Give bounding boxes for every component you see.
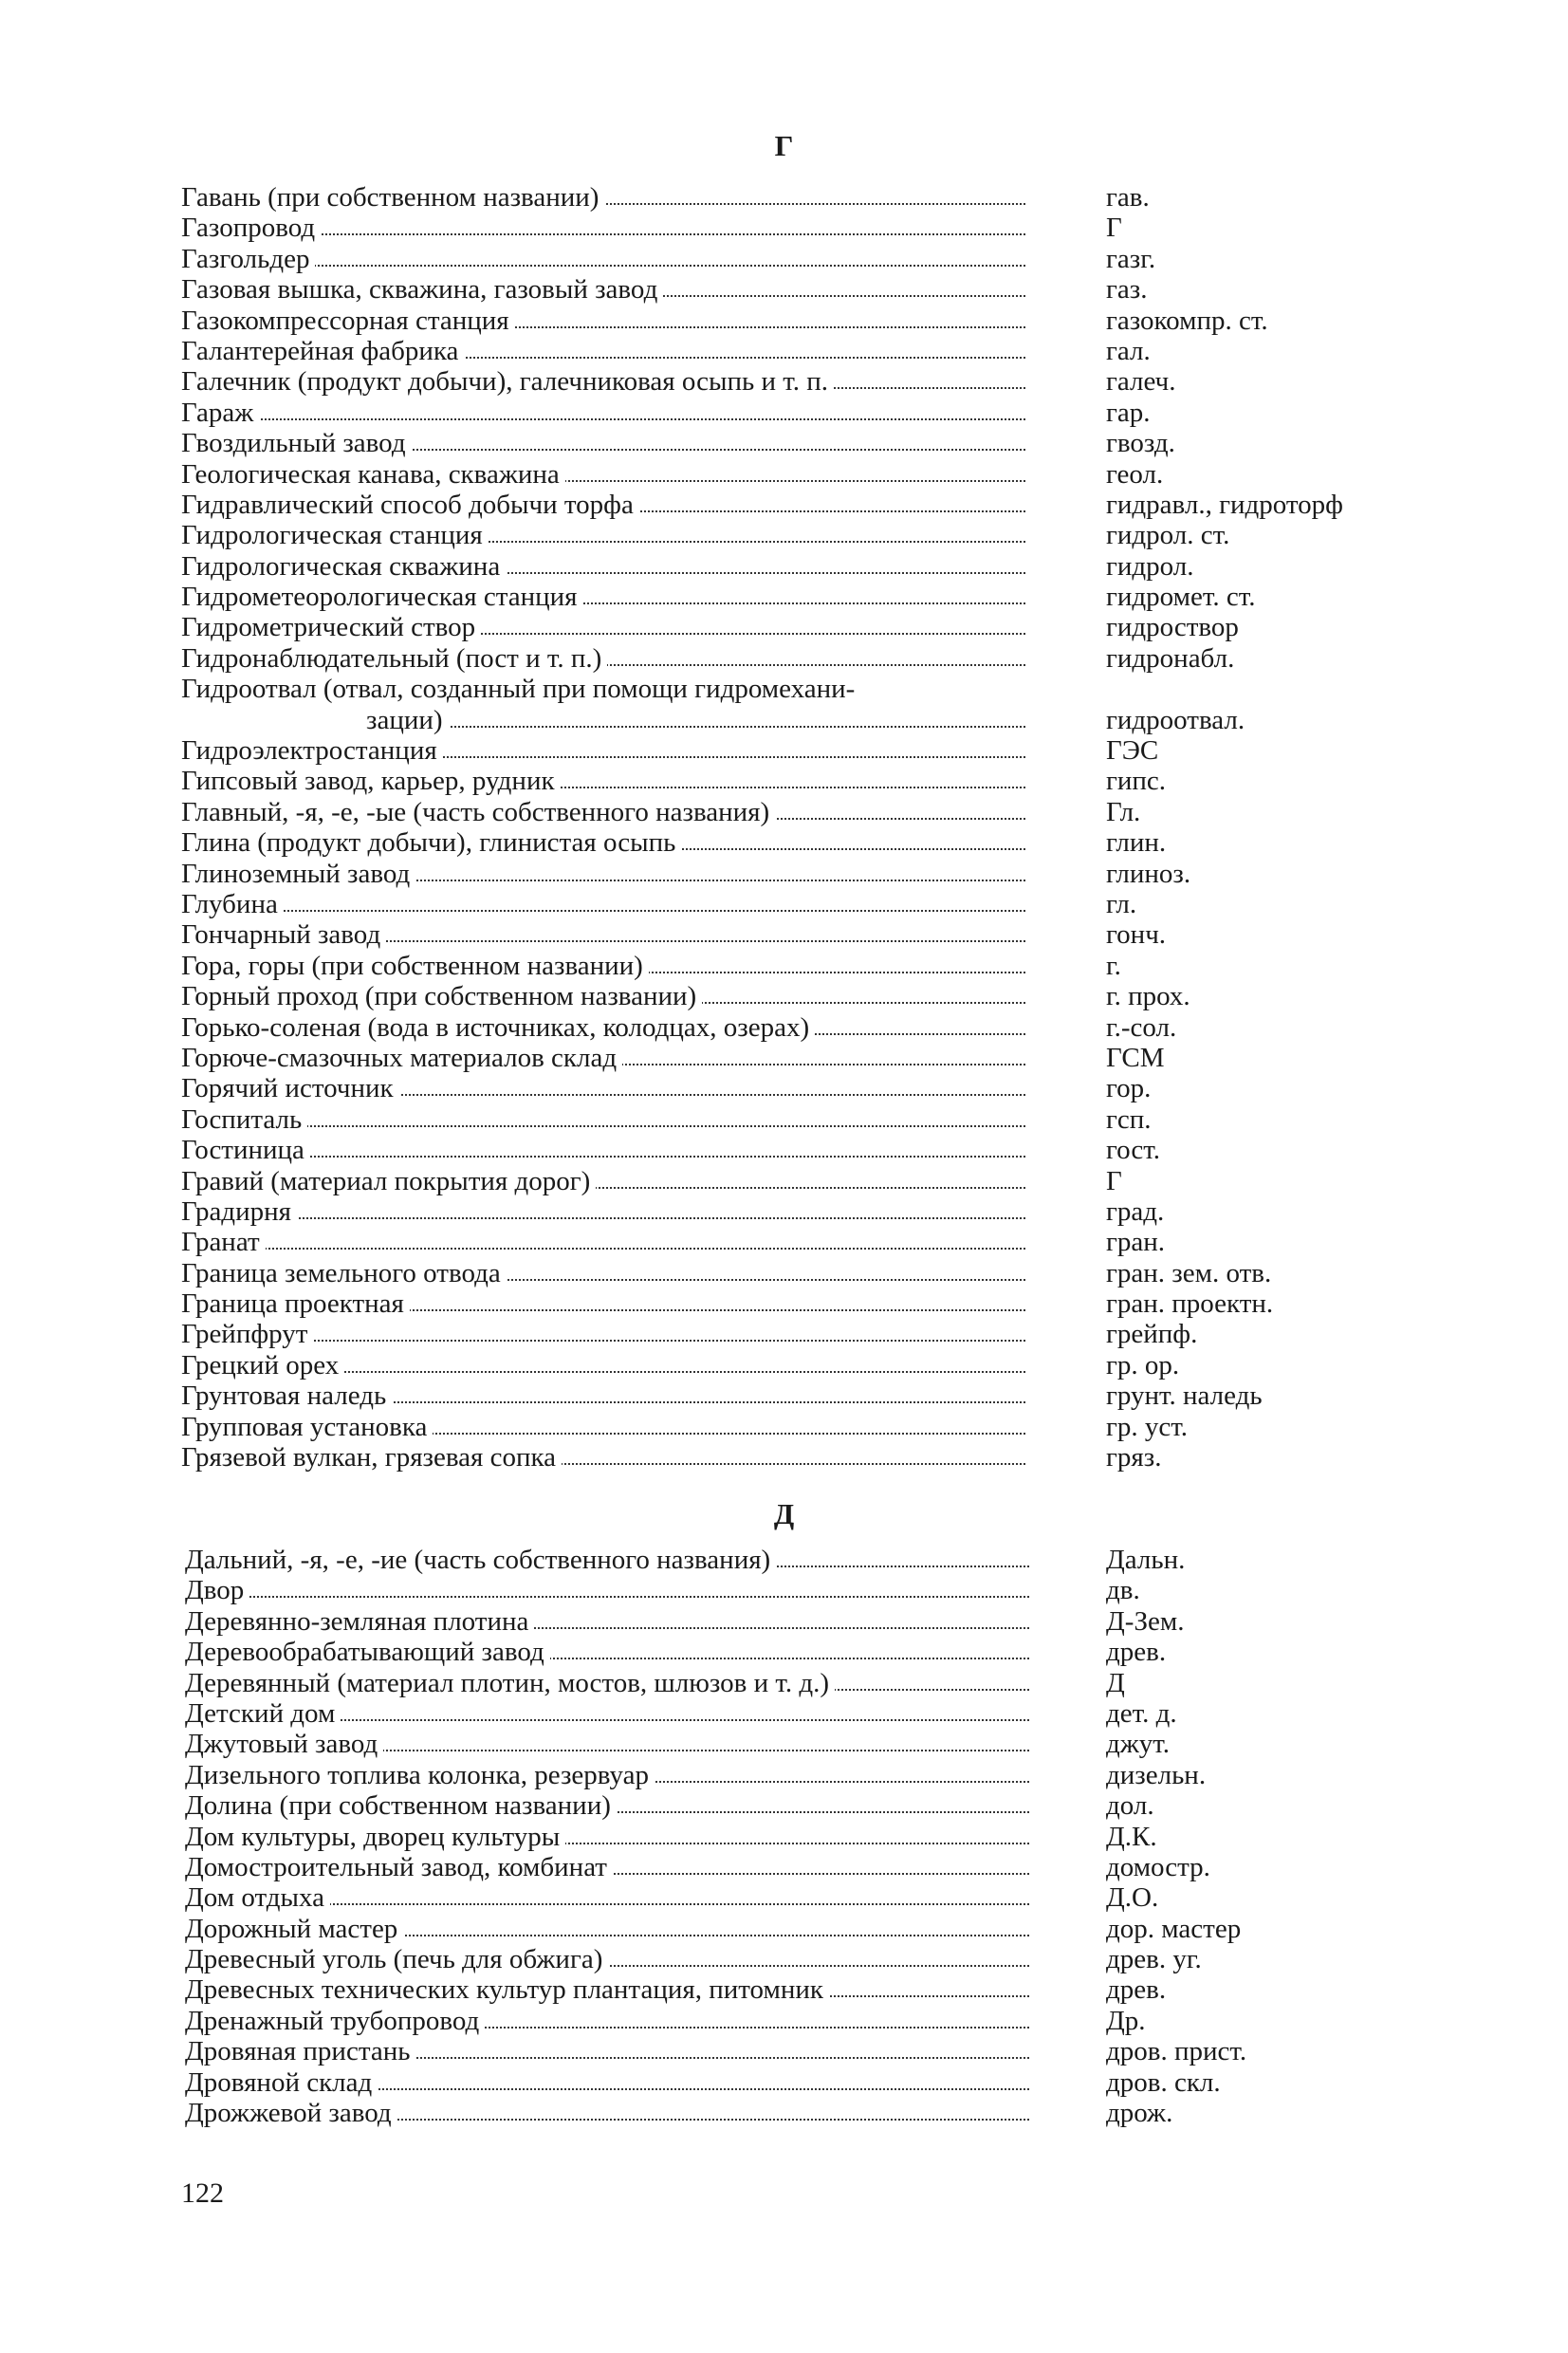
entry-abbreviation: геол. <box>1106 458 1164 490</box>
entry-row <box>0 551 1568 582</box>
entry-term <box>181 1073 1025 1103</box>
entry-abbreviation: гран. зем. отв. <box>1106 1257 1272 1288</box>
entry-row <box>0 1196 1568 1227</box>
entry-term-text: Гидрометрический створ <box>181 612 481 642</box>
entry-abbreviation: г.-сол. <box>1106 1011 1177 1043</box>
entry-abbreviation: дор. мастер <box>1106 1913 1242 1944</box>
entry-row <box>0 244 1568 274</box>
entry-term <box>181 336 1025 366</box>
leader-dots <box>181 418 1025 420</box>
entry-term <box>181 520 1025 550</box>
entry-abbreviation: глин. <box>1106 827 1167 859</box>
entry-term <box>181 1288 1025 1319</box>
entry-row <box>0 1882 1568 1913</box>
entry-term <box>181 582 1025 612</box>
entry-term <box>181 1380 1025 1411</box>
entry-row <box>0 1790 1568 1821</box>
entry-row <box>0 1822 1568 1852</box>
entry-term-text: Глубина <box>181 889 284 919</box>
entry-row <box>0 1258 1568 1288</box>
entry-term-text: Дальний, -я, -е, -ие (часть собственного названия) <box>185 1545 776 1575</box>
entry-term-text: Геологическая канава, скважина <box>181 459 565 490</box>
entry-abbreviation: гав. <box>1106 182 1150 213</box>
entry-term-text: Гончарный завод <box>181 919 386 950</box>
entry-term <box>181 551 1025 582</box>
entry-abbreviation: град. <box>1106 1195 1165 1227</box>
entry-row <box>0 398 1568 428</box>
entry-term <box>181 643 1025 674</box>
entry-term <box>185 1790 1029 1821</box>
entry-abbreviation: Д.К. <box>1106 1821 1157 1852</box>
entry-term-text: Деревообрабатывающий завод <box>185 1637 550 1667</box>
entry-term-text: Госпиталь <box>181 1104 307 1135</box>
entry-abbreviation: ГЭС <box>1106 735 1159 767</box>
entry-term-text: Горячий источник <box>181 1073 399 1103</box>
entry-row <box>0 1380 1568 1411</box>
entry-abbreviation: гидроствор <box>1106 612 1239 643</box>
entry-term-line1: Гидроотвал (отвал, созданный при помощи гидромехани- <box>181 674 856 705</box>
entry-term-text: Гипсовый завод, карьер, рудник <box>181 766 561 796</box>
entry-term <box>185 1914 1029 1944</box>
entry-row <box>0 1135 1568 1165</box>
entry-term <box>185 1852 1029 1882</box>
entry-term-text: Глина (продукт добычи), глинистая осыпь <box>181 827 681 858</box>
entry-abbreviation: гор. <box>1106 1073 1152 1104</box>
entry-term-text: Гидрометеорологическая станция <box>181 582 582 612</box>
entry-abbreviation: гр. ор. <box>1106 1349 1180 1380</box>
entry-term <box>181 612 1025 642</box>
entry-term <box>181 459 1025 490</box>
entry-term-text: Дрожжевой завод <box>185 2098 397 2128</box>
entry-term <box>181 274 1025 305</box>
entry-row <box>0 274 1568 305</box>
entry-row <box>0 919 1568 950</box>
entry-term-text: Домостроительный завод, комбинат <box>185 1852 613 1882</box>
entry-term-text: Галечник (продукт добычи), галечниковая осыпь и т. п. <box>181 366 834 397</box>
entry-abbreviation: гр. уст. <box>1106 1411 1189 1442</box>
entry-term <box>181 1196 1025 1227</box>
entry-abbreviation: дров. скл. <box>1106 2066 1221 2098</box>
entry-row <box>0 2067 1568 2098</box>
entry-row <box>0 2006 1568 2036</box>
entry-term <box>181 398 1025 428</box>
entry-term-text: Гвоздильный завод <box>181 428 412 458</box>
entry-term-text: Гараж <box>181 398 259 428</box>
leader-dots <box>181 910 1025 912</box>
entry-term <box>181 366 1025 397</box>
entry-row <box>0 1606 1568 1637</box>
entry-term-text: Градирня <box>181 1196 297 1227</box>
entry-row <box>0 1043 1568 1073</box>
entry-term <box>181 1104 1025 1135</box>
entry-abbreviation: древ. уг. <box>1106 1944 1202 1975</box>
entry-term <box>185 1698 1029 1729</box>
entry-term <box>181 306 1025 336</box>
entry-term <box>181 1166 1025 1196</box>
entry-row <box>0 1637 1568 1667</box>
entry-term-text: Дровяная пристань <box>185 2036 415 2066</box>
entry-term-text: Гостиница <box>181 1135 310 1165</box>
entry-abbreviation: джут. <box>1106 1729 1171 1760</box>
entry-term <box>185 1545 1029 1575</box>
entry-row <box>0 182 1568 213</box>
entry-row <box>0 643 1568 674</box>
entry-abbreviation: гост. <box>1106 1135 1161 1166</box>
entry-abbreviation: гран. проектн. <box>1106 1288 1274 1320</box>
entry-term-text: Газопровод <box>181 213 321 243</box>
entry-abbreviation: гонч. <box>1106 919 1167 951</box>
entry-term-text: Дровяной склад <box>185 2067 378 2098</box>
entry-term-text: Главный, -я, -е, -ые (часть собственного названия) <box>181 797 775 827</box>
entry-abbreviation: Гл. <box>1106 796 1141 827</box>
entry-row <box>0 306 1568 336</box>
entry-term <box>185 1606 1029 1637</box>
entry-row <box>0 1575 1568 1605</box>
page-number: 122 <box>181 2177 224 2209</box>
entry-abbreviation: дв. <box>1106 1575 1140 1606</box>
entry-term <box>181 1012 1025 1043</box>
section-d-entries <box>0 1545 1568 2128</box>
entry-abbreviation: газокомпр. ст. <box>1106 305 1268 336</box>
entry-abbreviation: Г <box>1106 213 1122 244</box>
entry-abbreviation: гл. <box>1106 889 1137 919</box>
entry-term-text: Гидронаблюдательный (пост и т. п.) <box>181 643 607 674</box>
entry-row <box>0 2098 1568 2128</box>
entry-abbreviation: гидромет. ст. <box>1106 582 1256 613</box>
entry-term <box>181 981 1025 1011</box>
entry-abbreviation: грунт. наледь <box>1106 1380 1263 1412</box>
entry-row <box>0 1350 1568 1380</box>
entry-term-text: Граница земельного отвода <box>181 1258 507 1288</box>
entry-abbreviation: дет. д. <box>1106 1697 1177 1729</box>
entry-row <box>0 674 1568 735</box>
entry-term-text: Глиноземный завод <box>181 859 415 889</box>
entry-term <box>181 766 1025 796</box>
entry-row <box>0 490 1568 520</box>
entry-row <box>0 1729 1568 1759</box>
entry-term <box>181 213 1025 243</box>
entry-row <box>0 766 1568 796</box>
entry-term-text: Групповая установка <box>181 1412 433 1442</box>
entry-row <box>0 889 1568 919</box>
entry-term-text: Горько-соленая (вода в источниках, колодцах, озерах) <box>181 1012 815 1043</box>
entry-abbreviation: гал. <box>1106 335 1151 366</box>
entry-term <box>181 735 1025 766</box>
entry-abbreviation: дол. <box>1106 1790 1154 1822</box>
entry-term <box>185 1882 1029 1913</box>
entry-term-text: Дом культуры, дворец культуры <box>185 1822 565 1852</box>
leader-dots <box>181 1248 1025 1250</box>
entry-abbreviation: Др. <box>1106 2005 1146 2036</box>
entry-term-text: Газокомпрессорная станция <box>181 306 515 336</box>
entry-term <box>181 1258 1025 1288</box>
entry-abbreviation: г. <box>1106 950 1121 981</box>
entry-term <box>181 490 1025 520</box>
entry-term-text: Горюче-смазочных материалов склад <box>181 1043 622 1073</box>
entry-abbreviation: гидронабл. <box>1106 642 1235 674</box>
entry-term <box>185 1944 1029 1974</box>
entry-row <box>0 1012 1568 1043</box>
entry-term-text: Детский дом <box>185 1698 341 1729</box>
entry-term-text: Древесных технических культур плантация, питомник <box>185 1974 829 2005</box>
entry-row <box>0 827 1568 858</box>
entry-term-text: Дорожный мастер <box>185 1914 403 1944</box>
entry-term <box>181 1350 1025 1380</box>
entry-abbreviation: гран. <box>1106 1227 1166 1258</box>
entry-term <box>185 1729 1029 1759</box>
entry-term-text: Грязевой вулкан, грязевая сопка <box>181 1442 562 1473</box>
entry-term-text: Гидрологическая скважина <box>181 551 506 582</box>
entry-term <box>181 827 1025 858</box>
entry-term <box>181 919 1025 950</box>
entry-row <box>0 951 1568 981</box>
entry-term-text: Гавань (при собственном названии) <box>181 182 604 213</box>
entry-term-text: Галантерейная фабрика <box>181 336 464 366</box>
entry-abbreviation: гар. <box>1106 397 1151 428</box>
entry-abbreviation: гидроотвал. <box>1106 704 1245 735</box>
entry-term-text: Грейпфрут <box>181 1319 313 1349</box>
entry-abbreviation: Д <box>1106 1667 1125 1698</box>
entry-term <box>185 2098 1029 2128</box>
entry-term-text: Двор <box>185 1575 249 1605</box>
entry-term <box>181 1319 1025 1349</box>
entry-row <box>0 981 1568 1011</box>
entry-term <box>181 1442 1025 1473</box>
entry-term <box>181 859 1025 889</box>
entry-row <box>0 1698 1568 1729</box>
entry-row <box>0 1852 1568 1882</box>
entry-row <box>0 520 1568 550</box>
entry-term-text: Гидравлический способ добычи торфа <box>181 490 639 520</box>
entry-row <box>0 428 1568 458</box>
entry-row <box>0 1760 1568 1790</box>
section-letter-d: Д <box>773 1497 795 1530</box>
entry-term <box>181 1135 1025 1165</box>
entry-row <box>0 459 1568 490</box>
entry-row <box>0 797 1568 827</box>
entry-abbreviation: газг. <box>1106 243 1156 274</box>
entry-row <box>0 1288 1568 1319</box>
entry-abbreviation: ГСМ <box>1106 1042 1165 1073</box>
leader-dots <box>366 726 1025 728</box>
entry-term-text: Гидрологическая станция <box>181 520 489 550</box>
entry-term-text: Газгольдер <box>181 244 315 274</box>
entry-abbreviation: гсп. <box>1106 1103 1152 1135</box>
entry-abbreviation: г. прох. <box>1106 981 1190 1012</box>
entry-row <box>0 1545 1568 1575</box>
entry-row <box>0 1227 1568 1257</box>
entry-term <box>181 1227 1025 1257</box>
entry-abbreviation: Д.О. <box>1106 1882 1159 1914</box>
entry-abbreviation: гидравл., гидроторф <box>1106 489 1343 520</box>
entry-term-text: Дом отдыха <box>185 1882 330 1913</box>
entry-term-text: зации) <box>366 705 449 735</box>
entry-row <box>0 859 1568 889</box>
entry-abbreviation: гвозд. <box>1106 428 1175 459</box>
entry-abbreviation: грейпф. <box>1106 1319 1198 1350</box>
entry-abbreviation: Д-Зем. <box>1106 1605 1185 1637</box>
leader-dots <box>181 1217 1025 1219</box>
entry-term-text: Газовая вышка, скважина, газовый завод <box>181 274 663 305</box>
entry-term-text: Деревянно-земляная плотина <box>185 1606 534 1637</box>
entry-abbreviation: дизельн. <box>1106 1759 1207 1790</box>
entry-row <box>0 1944 1568 1974</box>
entry-row <box>0 1166 1568 1196</box>
entry-row <box>0 2036 1568 2066</box>
leader-dots <box>185 1596 1029 1598</box>
entry-term <box>185 2036 1029 2066</box>
entry-abbreviation: галеч. <box>1106 366 1176 398</box>
entry-abbreviation: древ. <box>1106 1974 1167 2006</box>
entry-term <box>181 1043 1025 1073</box>
section-g-entries <box>0 182 1568 1473</box>
entry-term-text: Долина (при собственном названии) <box>185 1790 617 1821</box>
entry-abbreviation: древ. <box>1106 1637 1167 1668</box>
entry-abbreviation: гидрол. ст. <box>1106 520 1230 551</box>
entry-term-text: Гора, горы (при собственном названии) <box>181 951 649 981</box>
entry-term <box>185 1668 1029 1698</box>
entry-term <box>181 797 1025 827</box>
entry-term-text: Грунтовая наледь <box>181 1380 392 1411</box>
entry-term <box>185 2006 1029 2036</box>
entry-term-text: Деревянный (материал плотин, мостов, шлюзов и т. д.) <box>185 1668 835 1698</box>
entry-term <box>185 1822 1029 1852</box>
entry-term <box>181 951 1025 981</box>
entry-term-text: Гидроэлектростанция <box>181 735 443 766</box>
entry-abbreviation: гидрол. <box>1106 550 1194 582</box>
entry-term-text: Гравий (материал покрытия дорог) <box>181 1166 596 1196</box>
entry-abbreviation: Дальн. <box>1106 1545 1186 1575</box>
entry-term <box>185 1575 1029 1605</box>
entry-abbreviation: гряз. <box>1106 1442 1162 1473</box>
entry-row <box>0 735 1568 766</box>
entry-term <box>181 1412 1025 1442</box>
entry-abbreviation: Г <box>1106 1165 1122 1196</box>
entry-term <box>185 1760 1029 1790</box>
entry-term-text: Джутовый завод <box>185 1729 383 1759</box>
entry-term <box>185 1637 1029 1667</box>
entry-row <box>0 1914 1568 1944</box>
entry-row <box>0 582 1568 612</box>
entry-row <box>0 213 1568 243</box>
entry-term-text: Древесный уголь (печь для обжига) <box>185 1944 608 1974</box>
entry-abbreviation: дров. прист. <box>1106 2036 1247 2067</box>
entry-row <box>0 366 1568 397</box>
section-letter-g: Г <box>774 129 794 162</box>
entry-row <box>0 612 1568 642</box>
entry-term <box>185 2067 1029 2098</box>
entry-abbreviation: домостр. <box>1106 1851 1210 1882</box>
entry-term <box>181 182 1025 213</box>
entry-term <box>181 244 1025 274</box>
entry-term <box>366 705 1025 735</box>
entry-term-text: Грецкий орех <box>181 1350 344 1380</box>
leader-dots <box>181 1125 1025 1127</box>
entry-row <box>0 1104 1568 1135</box>
entry-term <box>181 889 1025 919</box>
entry-row <box>0 1442 1568 1473</box>
entry-row <box>0 1319 1568 1349</box>
entry-row <box>0 1974 1568 2005</box>
entry-term <box>185 1974 1029 2005</box>
entry-row <box>0 1412 1568 1442</box>
entry-row <box>0 1073 1568 1103</box>
entry-row <box>0 1668 1568 1698</box>
entry-abbreviation: гипс. <box>1106 766 1167 797</box>
entry-term <box>181 428 1025 458</box>
entry-term-text: Гранат <box>181 1227 266 1257</box>
entry-abbreviation: дрож. <box>1106 2098 1173 2129</box>
entry-term-text: Горный проход (при собственном названии) <box>181 981 702 1011</box>
entry-abbreviation: глиноз. <box>1106 858 1191 889</box>
entry-term-text: Граница проектная <box>181 1288 410 1319</box>
entry-row <box>0 336 1568 366</box>
entry-term-text: Дизельного топлива колонка, резервуар <box>185 1760 655 1790</box>
entry-abbreviation: газ. <box>1106 274 1148 306</box>
entry-term-text: Дренажный трубопровод <box>185 2006 485 2036</box>
